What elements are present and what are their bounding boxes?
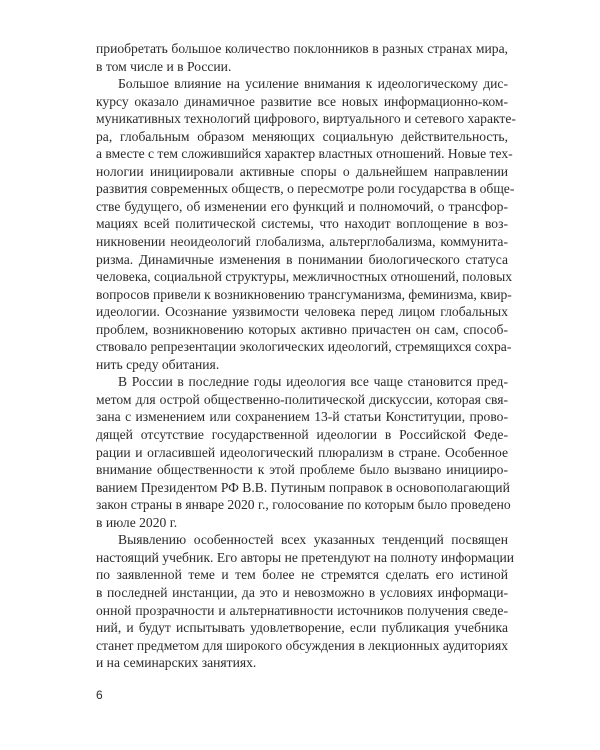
text-line: по заявленной теме и тем более не стремятся сделать его истиной — [96, 567, 508, 583]
text-line: стве будущего, об изменении его функций и полномочий, о трансфор- — [96, 198, 508, 214]
body-text — [96, 40, 516, 672]
text-line: в июле 2020 г. — [96, 514, 178, 530]
text-line: а вместе с тем сложившийся характер властных отношений. Новые тех- — [96, 146, 513, 162]
text-line: вопросов привели к возникновению трансгуманизма, феминизма, квир- — [96, 286, 512, 302]
text-line: Большое влияние на усиление внимания к идеологическому дис- — [118, 76, 508, 92]
text-line: человека, социальной структуры, межличностных отношений, половых — [96, 269, 513, 285]
paragraph — [96, 75, 516, 373]
text-line: никновении неоидеологий глобализма, альтерглобализма, коммунита- — [96, 234, 508, 250]
text-line: проблем, возникновению которых активно причастен он сам, способ- — [96, 321, 508, 337]
text-line: закон страны в январе 2020 г., голосование по которым было проведено — [96, 497, 511, 513]
text-line: рации и огласившей идеологический плюрализм в стране. Особенное — [96, 444, 508, 460]
text-line: ванием Президентом РФ В.В. Путиным поправок в основополагающий — [96, 479, 510, 495]
text-line: дящей отсутствие государственной идеологии в Российской Феде- — [96, 427, 508, 443]
text-line: в том числе и в России. — [96, 58, 232, 74]
page-number: 6 — [96, 688, 103, 702]
text-line: ризма. Динамичные изменения в понимании биологического статуса — [96, 251, 508, 267]
text-line: нить среду обитания. — [96, 356, 220, 372]
text-line: курсу оказало динамичное развитие все новых информационно-ком- — [96, 93, 508, 109]
text-line: станет предметом для широкого обсуждения в лекционных аудиториях — [96, 637, 508, 653]
text-line: и на семинарских занятиях. — [96, 655, 257, 671]
paragraph — [96, 373, 511, 531]
text-line: Выявлению особенностей всех указанных тенденций посвящен — [118, 532, 508, 548]
paragraph — [96, 40, 508, 75]
text-line: В России в последние годы идеология все чаще становится пред- — [118, 374, 508, 390]
text-line: в последней инстанции, да это и невозможно в условиях информаци- — [96, 584, 508, 600]
text-line: настоящий учебник. Его авторы не претендуют на полноту информации — [96, 549, 515, 565]
text-line: ствовало репрезентации экологических идеологий, стремящихся сохра- — [96, 339, 512, 355]
text-line: идеологии. Осознание уязвимости человека перед лицом глобальных — [96, 304, 508, 320]
text-line: ра, глобальным образом меняющих социальную действительность, — [96, 128, 508, 144]
text-line: онной прозрачности и альтернативности источников получения сведе- — [96, 602, 508, 618]
text-line: зана с изменением или сохранением 13-й статьи Конституции, прово- — [96, 409, 508, 425]
text-line: метом для острой общественно-политической дискуссии, которая свя- — [96, 391, 508, 407]
paragraph — [96, 531, 515, 671]
text-line: приобретать большое количество поклонников в разных странах мира, — [96, 41, 508, 56]
text-line: внимание общественности к этой проблеме было вызвано иницииро- — [96, 462, 508, 478]
text-line: развития современных обществ, о пересмотре роли государства в обще- — [96, 181, 515, 197]
text-line: муникативных технологий цифрового, виртуального и сетевого характе- — [96, 111, 516, 127]
text-line: ний, и будут испытывать удовлетворение, если публикация учебника — [96, 620, 508, 636]
text-line: мациях всей политической системы, что находит воплощение в воз- — [96, 216, 508, 232]
text-line: нологии инициировали активные споры о дальнейшем направлении — [96, 163, 508, 179]
